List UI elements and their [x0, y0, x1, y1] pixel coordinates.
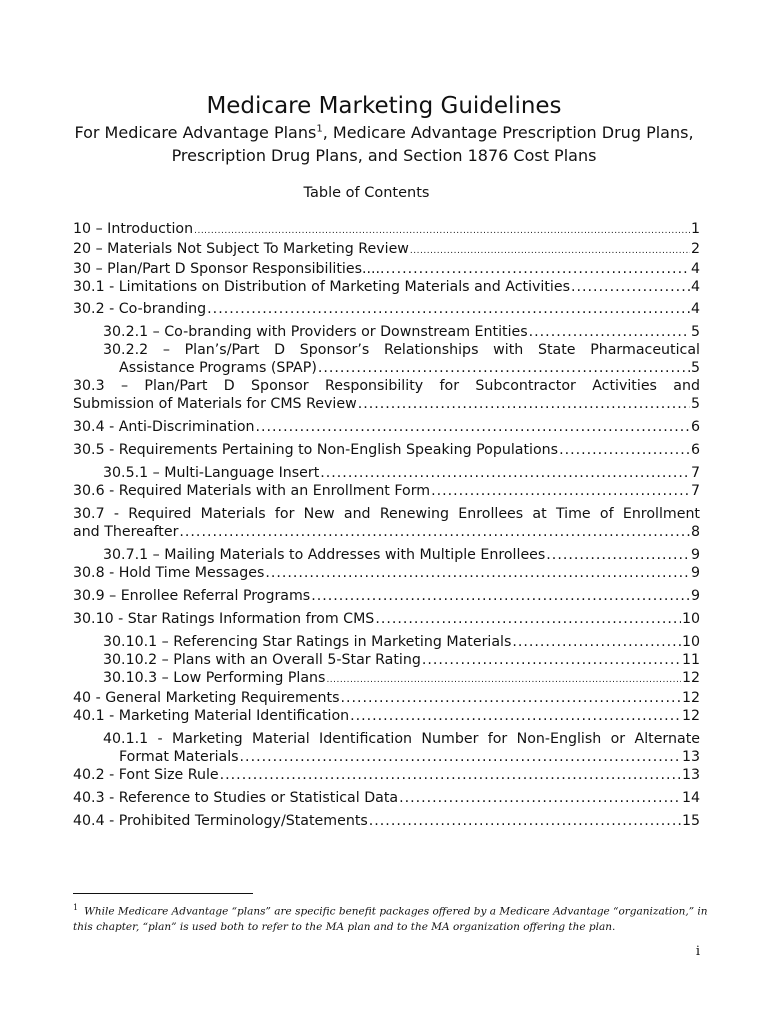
toc-entry-page: 6	[690, 442, 700, 458]
toc-entry-title: 30.7.1 – Mailing Materials to Addresses with Multiple Enrollees	[103, 547, 546, 563]
toc-entry-30-4[interactable]	[73, 418, 700, 436]
toc-entry-page: 6	[690, 419, 700, 435]
toc-entry-title: 20 – Materials Not Subject To Marketing Review	[73, 241, 409, 257]
dot-leader	[546, 546, 690, 564]
toc-entry-page: 9	[690, 565, 700, 581]
toc-entry-30-10[interactable]	[73, 610, 700, 628]
toc-entry-title-line2: Format Materials	[119, 749, 239, 765]
toc-entry-page: 12	[681, 690, 700, 706]
footnote-text: While Medicare Advantage “plans” are specific benefit packages offered by a Medicare Advantage “organization,” in this chapter, “plan” is used both to refer to the MA plan and to the MA organization offering the plan.	[73, 905, 708, 933]
toc-entry-title: 30.2.1 – Co-branding with Providers or Downstream Entities	[103, 324, 528, 340]
dot-leader	[431, 482, 690, 500]
toc-entry-30-2-1[interactable]	[73, 323, 700, 341]
dot-leader	[559, 441, 690, 459]
toc-entry-title-line1: 30.7 - Required Materials for New and Renewing Enrollees at Time of Enrollment	[73, 506, 700, 522]
toc-entry-page: 7	[690, 483, 700, 499]
dot-leader	[340, 689, 680, 707]
toc-entry-30-9[interactable]	[73, 587, 700, 605]
toc-entry-40-2[interactable]	[73, 766, 700, 784]
toc-entry-title: 30 – Plan/Part D Sponsor Responsibilities.....	[73, 261, 385, 277]
toc-entry-title: 30.5.1 – Multi-Language Insert	[103, 465, 320, 481]
toc-entry-page: 7	[690, 465, 700, 481]
dot-leader	[358, 395, 690, 413]
document-title: Medicare Marketing Guidelines	[206, 93, 562, 119]
dot-leader	[350, 707, 681, 725]
toc-entry-title: 30.6 - Required Materials with an Enrollment Form	[73, 483, 431, 499]
toc-entry-page: 13	[681, 749, 700, 765]
toc-entry-page: 11	[681, 652, 700, 668]
toc-entry-title: 40.3 - Reference to Studies or Statistical Data	[73, 790, 399, 806]
toc-entry-title: 30.10 - Star Ratings Information from CMS	[73, 611, 375, 627]
toc-entry-title-line1: 30.2.2 – Plan’s/Part D Sponsor’s Relationships with State Pharmaceutical	[103, 342, 700, 358]
toc-entry-40-1-1[interactable]	[73, 730, 700, 766]
footnote-reference[interactable]: 1	[316, 123, 323, 135]
toc-entry-title: 10 – Introduction	[73, 221, 194, 237]
toc-entry-page: 8	[690, 524, 700, 540]
document-subtitle	[60, 121, 708, 167]
toc-entry-title: 30.10.1 – Referencing Star Ratings in Marketing Materials	[103, 634, 512, 650]
toc-entry-page: 2	[690, 241, 700, 257]
toc-entry-40-1[interactable]	[73, 707, 700, 725]
dot-leader	[410, 242, 690, 260]
toc-entry-30-10-2[interactable]	[73, 651, 700, 669]
toc-entry-page: 12	[681, 670, 700, 686]
toc-entry-30-1[interactable]	[73, 278, 700, 296]
toc-entry-title-line2: Assistance Programs (SPAP)	[119, 360, 317, 376]
footnote	[73, 900, 713, 935]
dot-leader	[320, 464, 690, 482]
toc-entry-title-line2: and Thereafter	[73, 524, 179, 540]
toc-entry-30[interactable]	[73, 260, 700, 278]
page-number: i	[695, 944, 700, 959]
dot-leader	[375, 610, 681, 628]
toc-entry-page: 5	[690, 324, 700, 340]
toc-entry-10[interactable]	[73, 220, 700, 240]
toc-entry-20[interactable]	[73, 240, 700, 260]
dot-leader	[240, 748, 681, 766]
toc-entry-page: 10	[681, 634, 700, 650]
toc-entry-page: 13	[681, 767, 700, 783]
toc-entry-30-5-1[interactable]	[73, 464, 700, 482]
table-of-contents	[73, 220, 700, 830]
toc-entry-30-6[interactable]	[73, 482, 700, 500]
toc-entry-title: 30.4 - Anti-Discrimination	[73, 419, 255, 435]
toc-entry-30-10-3[interactable]	[73, 669, 700, 689]
footnote-divider	[73, 893, 253, 894]
toc-entry-title-line1: 40.1.1 - Marketing Material Identification Number for Non-English or Alternate	[103, 731, 700, 747]
subtitle-text-part2: , Medicare Advantage Prescription Drug Plans, Prescription Drug Plans, and Section 1876 Cost Plans	[171, 123, 694, 165]
subtitle-text-part1: For Medicare Advantage Plans	[74, 123, 317, 142]
dot-leader	[220, 766, 681, 784]
toc-entry-40-3[interactable]	[73, 789, 700, 807]
toc-entry-30-5[interactable]	[73, 441, 700, 459]
toc-entry-30-2[interactable]	[73, 300, 700, 318]
dot-leader	[386, 260, 690, 278]
dot-leader	[422, 651, 681, 669]
toc-entry-40-4[interactable]	[73, 812, 700, 830]
toc-entry-page: 9	[690, 588, 700, 604]
toc-entry-30-3[interactable]	[73, 377, 700, 413]
dot-leader	[311, 587, 690, 605]
toc-entry-page: 4	[690, 301, 700, 317]
toc-entry-page: 10	[681, 611, 700, 627]
toc-entry-title: 30.8 - Hold Time Messages	[73, 565, 265, 581]
toc-entry-page: 5	[690, 396, 700, 412]
toc-entry-page: 9	[690, 547, 700, 563]
dot-leader	[194, 222, 690, 240]
dot-leader	[399, 789, 681, 807]
toc-entry-title-line1: 30.3 – Plan/Part D Sponsor Responsibility for Subcontractor Activities and	[73, 378, 700, 394]
toc-entry-title: 40.2 - Font Size Rule	[73, 767, 219, 783]
dot-leader	[207, 300, 690, 318]
toc-entry-title: 40.1 - Marketing Material Identification	[73, 708, 350, 724]
dot-leader	[179, 523, 690, 541]
toc-entry-page: 4	[690, 261, 700, 277]
toc-entry-title: 30.10.3 – Low Performing Plans	[103, 670, 326, 686]
footnote-marker: 1	[73, 903, 79, 912]
toc-entry-title: 30.9 – Enrollee Referral Programs	[73, 588, 311, 604]
toc-entry-page: 15	[681, 813, 700, 829]
toc-entry-page: 12	[681, 708, 700, 724]
toc-entry-30-10-1[interactable]	[73, 633, 700, 651]
toc-entry-title: 40.4 - Prohibited Terminology/Statements	[73, 813, 368, 829]
dot-leader	[369, 812, 681, 830]
toc-entry-page: 1	[690, 221, 700, 237]
toc-entry-30-2-2[interactable]	[73, 341, 700, 377]
toc-entry-title: 30.10.2 – Plans with an Overall 5-Star Rating	[103, 652, 421, 668]
toc-entry-page: 4	[690, 279, 700, 295]
toc-entry-page: 14	[681, 790, 700, 806]
dot-leader	[318, 359, 690, 377]
toc-entry-title: 40 - General Marketing Requirements	[73, 690, 340, 706]
toc-entry-40[interactable]	[73, 689, 700, 707]
toc-entry-title: 30.5 - Requirements Pertaining to Non-English Speaking Populations	[73, 442, 559, 458]
toc-entry-30-7-1[interactable]	[73, 546, 700, 564]
toc-entry-title-line2: Submission of Materials for CMS Review	[73, 396, 357, 412]
toc-entry-page: 5	[690, 360, 700, 376]
toc-entry-30-7[interactable]	[73, 505, 700, 541]
dot-leader	[326, 671, 681, 689]
dot-leader	[256, 418, 690, 436]
dot-leader	[571, 278, 690, 296]
toc-entry-title: 30.2 - Co-branding	[73, 301, 207, 317]
toc-entry-title: 30.1 - Limitations on Distribution of Marketing Materials and Activities	[73, 279, 570, 295]
toc-entry-30-8[interactable]	[73, 564, 700, 582]
dot-leader	[512, 633, 681, 651]
dot-leader	[265, 564, 690, 582]
dot-leader	[529, 323, 690, 341]
toc-heading: Table of Contents	[303, 185, 430, 201]
